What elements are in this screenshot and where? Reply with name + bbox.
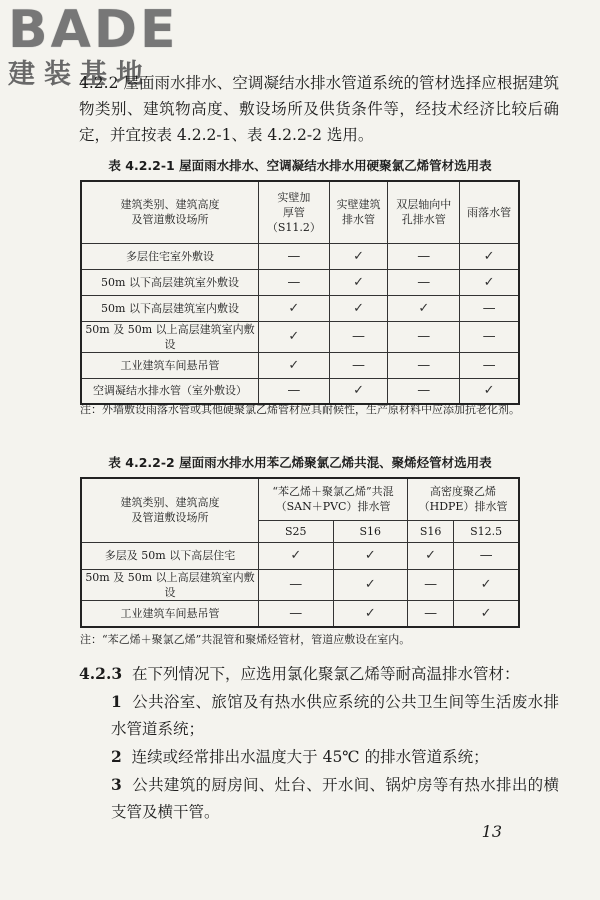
cell: ✓ bbox=[454, 600, 519, 627]
cell: ✓ bbox=[460, 243, 519, 269]
cell: ✓ bbox=[408, 542, 454, 569]
cell: — bbox=[388, 378, 460, 404]
row-label: 工业建筑车间悬吊管 bbox=[81, 600, 259, 627]
list-item-text: 公共浴室、旅馆及有热水供应系统的公共卫生间等生活废水排水管道系统； bbox=[111, 693, 559, 738]
row-label: 50m 及 50m 以上高层建筑室内敷设 bbox=[81, 569, 259, 600]
table2-note: 注：“苯乙烯＋聚氯乙烯”共混管和聚烯烃管材，管道应敷设在室内。 bbox=[80, 633, 411, 646]
table1-header-category: 建筑类别、建筑高度 及管道敷设场所 bbox=[81, 181, 259, 243]
row-label: 50m 以下高层建筑室外敷设 bbox=[81, 269, 259, 295]
cell: — bbox=[259, 269, 330, 295]
table-row bbox=[81, 352, 519, 378]
cell: ✓ bbox=[329, 295, 388, 321]
table1-header-col1: 实壁加 厚管 （S11.2） bbox=[259, 181, 330, 243]
section-423-lead-paragraph bbox=[79, 660, 559, 688]
cell: — bbox=[388, 269, 460, 295]
table1-header-row bbox=[81, 181, 519, 243]
table-row bbox=[81, 269, 519, 295]
list-item bbox=[79, 743, 559, 771]
cell: ✓ bbox=[333, 569, 408, 600]
cell: ✓ bbox=[388, 295, 460, 321]
table2-sub-col3: S16 bbox=[408, 520, 454, 542]
cell: — bbox=[388, 243, 460, 269]
table-row bbox=[81, 542, 519, 569]
cell: ✓ bbox=[460, 378, 519, 404]
table2-sub-col4: S12.5 bbox=[454, 520, 519, 542]
list-item-number: 3 bbox=[111, 775, 122, 794]
cell: — bbox=[460, 295, 519, 321]
table2-header-row bbox=[81, 478, 519, 520]
list-item-number: 2 bbox=[111, 747, 122, 766]
table2-header-category: 建筑类别、建筑高度 及管道敷设场所 bbox=[81, 478, 259, 542]
intro-text: 4.2.2 屋面雨水排水、空调凝结水排水管道系统的管材选择应根据建筑物类别、建筑物高度、敷设场所及供货条件等，经技术经济比较后确定，并宜按表 4.2.2-1、表 4.2.2-2 选用。 bbox=[79, 74, 559, 144]
row-label: 空调凝结水排水管（室外敷设） bbox=[81, 378, 259, 404]
table2-header-group-sanpvc: “苯乙烯＋聚氯乙烯”共混 （SAN＋PVC）排水管 bbox=[259, 478, 408, 520]
table-row bbox=[81, 569, 519, 600]
section-lead: 在下列情况下，应选用氯化聚氯乙烯等耐高温排水管材： bbox=[132, 665, 520, 683]
cell: ✓ bbox=[259, 352, 330, 378]
cell: ✓ bbox=[259, 542, 334, 569]
list-item bbox=[79, 771, 559, 826]
table1 bbox=[80, 180, 520, 405]
row-label: 50m 以下高层建筑室内敷设 bbox=[81, 295, 259, 321]
cell: ✓ bbox=[333, 542, 408, 569]
cell: ✓ bbox=[259, 295, 330, 321]
table1-header-col3: 双层轴向中 孔排水管 bbox=[388, 181, 460, 243]
table-row bbox=[81, 600, 519, 627]
table2-sub-col1: S25 bbox=[259, 520, 334, 542]
cell: — bbox=[259, 569, 334, 600]
cell: — bbox=[259, 378, 330, 404]
table-row bbox=[81, 295, 519, 321]
page-number: 13 bbox=[481, 822, 502, 841]
cell: — bbox=[388, 321, 460, 352]
cell: ✓ bbox=[460, 269, 519, 295]
cell: — bbox=[388, 352, 460, 378]
cell: — bbox=[454, 542, 519, 569]
row-label: 工业建筑车间悬吊管 bbox=[81, 352, 259, 378]
cell: — bbox=[408, 600, 454, 627]
table1-header-col4: 雨落水管 bbox=[460, 181, 519, 243]
cell: — bbox=[259, 600, 334, 627]
table1-note: 注：外墙敷设雨落水管或其他硬聚氯乙烯管材应具耐候性，生产原材料中应添加抗老化剂。 bbox=[80, 403, 520, 416]
cell: — bbox=[460, 321, 519, 352]
cell: ✓ bbox=[329, 378, 388, 404]
table2 bbox=[80, 477, 520, 628]
table2-sub-col2: S16 bbox=[333, 520, 408, 542]
cell: — bbox=[259, 243, 330, 269]
table2-title: 表 4.2.2-2 屋面雨水排水用苯乙烯聚氯乙烯共混、聚烯烃管材选用表 bbox=[108, 455, 492, 470]
cell: ✓ bbox=[454, 569, 519, 600]
table1-title: 表 4.2.2-1 屋面雨水排水、空调凝结水排水用硬聚氯乙烯管材选用表 bbox=[108, 158, 492, 173]
logo-chinese-text: 建装基地 bbox=[8, 59, 152, 90]
list-item-text: 连续或经常排出水温度大于 45℃ 的排水管道系统； bbox=[131, 748, 489, 766]
section-number: 4.2.3 bbox=[79, 664, 123, 683]
cell: — bbox=[460, 352, 519, 378]
cell: ✓ bbox=[329, 269, 388, 295]
section-423 bbox=[79, 660, 559, 826]
intro-paragraph bbox=[79, 70, 559, 148]
table2-header-group-hdpe: 高密度聚乙烯 （HDPE）排水管 bbox=[408, 478, 519, 520]
row-label: 多层住宅室外敷设 bbox=[81, 243, 259, 269]
list-item bbox=[79, 688, 559, 743]
cell: ✓ bbox=[259, 321, 330, 352]
cell: — bbox=[329, 352, 388, 378]
cell: — bbox=[408, 569, 454, 600]
cell: — bbox=[329, 321, 388, 352]
list-item-text: 公共建筑的厨房间、灶台、开水间、锅炉房等有热水排出的横支管及横干管。 bbox=[111, 776, 559, 821]
list-item-number: 1 bbox=[111, 692, 122, 711]
table1-header-col2: 实壁建筑 排水管 bbox=[329, 181, 388, 243]
row-label: 多层及 50m 以下高层住宅 bbox=[81, 542, 259, 569]
row-label: 50m 及 50m 以上高层建筑室内敷设 bbox=[81, 321, 259, 352]
cell: ✓ bbox=[329, 243, 388, 269]
table-row bbox=[81, 321, 519, 352]
cell: ✓ bbox=[333, 600, 408, 627]
table-row bbox=[81, 243, 519, 269]
logo-brand-text: BADE bbox=[8, 0, 179, 60]
